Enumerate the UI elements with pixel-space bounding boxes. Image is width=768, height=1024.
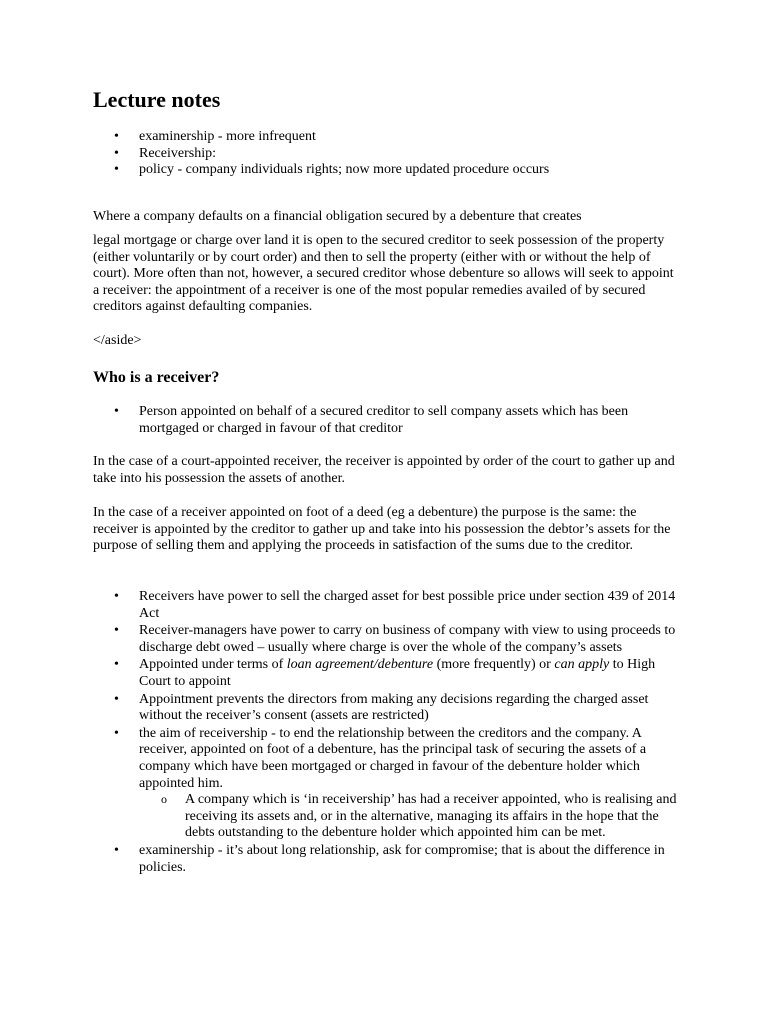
section-heading: Who is a receiver? [93, 369, 220, 386]
list-item: • examinership - more infrequent [93, 129, 683, 146]
intro-bullet-list [93, 129, 683, 179]
list-item: • policy - company individuals rights; now more updated procedure occurs [93, 162, 683, 179]
list-item: • examinership - it’s about long relationship, ask for compromise; that is about the difference in policies. [93, 843, 683, 876]
list-item [93, 726, 683, 842]
point-text: the aim of receivership - to end the relationship between the creditors and the company. A receiver, appointed on foot of a debenture, has the principal task of securing the assets of a company which have been mortgaged or charged in favour of the debenture holder which appointed him. [139, 725, 647, 791]
deed-receiver-paragraph: In the case of a receiver appointed on foot of a deed (eg a debenture) the purpose is the same: the receiver is appointed by the creditor to gather up and take into his possession the debtor’s assets for the purpose of selling them and applying the proceeds in satisfaction of the sums due to the creditor. [93, 505, 671, 554]
receiver-points-list [93, 589, 683, 877]
sub-list [139, 792, 683, 842]
point-emphasis: loan agreement/debenture [286, 657, 434, 673]
list-item: • Appointment prevents the directors from making any decisions regarding the charged asset without the receiver’s consent (assets are restricted) [93, 692, 683, 725]
list-item: • Receivership: [93, 146, 683, 163]
aside-close-tag: </aside> [93, 333, 142, 348]
point-emphasis: can apply [554, 657, 610, 673]
point-text: to High Court to appoint [139, 657, 656, 689]
page-title: Lecture notes [93, 87, 221, 112]
list-item: • Person appointed on behalf of a secured creditor to sell company assets which has been mortgaged or charged in favour of that creditor [93, 404, 683, 437]
point-text: Appointed under terms of [139, 657, 287, 673]
list-item: • Receiver-managers have power to carry on business of company with view to using proceeds to discharge debt owed – usually where charge is over the whole of the company’s assets [93, 623, 683, 656]
aside-body: legal mortgage or charge over land it is open to the secured creditor to seek possession of the property (either voluntarily or by court order) and then to sell the property (either with or without the help of court). More often than not, however, a secured creditor whose debenture so allows will seek to appoint a receiver: the appointment of a receiver is one of the most popular remedies availed of by secured creditors against defaulting companies. [93, 233, 674, 315]
sub-list-item: o A company which is ‘in receivership’ has had a receiver appointed, who is realising and receiving its assets and, or in the alternative, managing its affairs in the hope that the debts outstanding to the debenture holder which appointed him can be met. [139, 792, 683, 842]
who-bullet-list [93, 404, 683, 437]
court-receiver-paragraph: In the case of a court-appointed receiver, the receiver is appointed by order of the court to gather up and take into his possession the assets of another. [93, 454, 675, 486]
aside-first-line: Where a company defaults on a financial obligation secured by a debenture that creates [93, 209, 582, 224]
list-item [93, 657, 683, 690]
point-text: (more frequently) or [433, 657, 555, 673]
list-item: • Receivers have power to sell the charged asset for best possible price under section 439 of 2014 Act [93, 589, 683, 622]
